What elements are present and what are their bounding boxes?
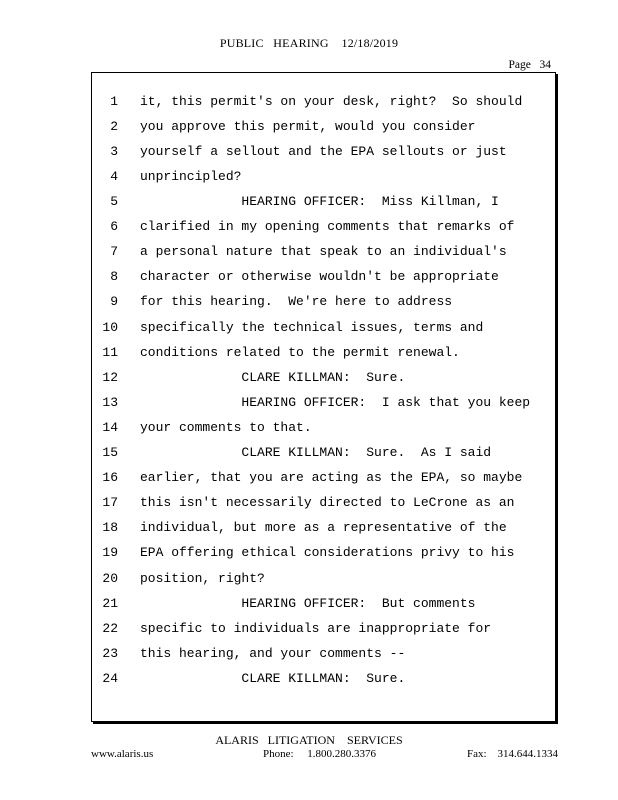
line-text: conditions related to the permit renewal.	[140, 345, 460, 360]
transcript-line	[92, 318, 557, 338]
line-text: this isn't necessarily directed to LeCrone as an	[140, 495, 515, 510]
line-text: you approve this permit, would you consider	[140, 119, 476, 134]
line-number: 22	[102, 621, 118, 636]
footer-website: www.alaris.us	[91, 748, 154, 760]
line-text: HEARING OFFICER: Miss Killman, I	[140, 194, 499, 209]
transcript-line	[92, 192, 557, 212]
transcript-line	[92, 242, 557, 262]
line-text: unprincipled?	[140, 169, 242, 184]
line-text: your comments to that.	[140, 420, 312, 435]
line-text: clarified in my opening comments that remarks of	[140, 219, 515, 234]
line-number: 8	[110, 269, 118, 284]
line-number: 12	[102, 370, 118, 385]
transcript-line	[92, 117, 557, 137]
line-number: 10	[102, 320, 118, 335]
transcript-line	[92, 468, 557, 488]
transcript-line	[92, 343, 557, 363]
line-number: 17	[102, 495, 118, 510]
line-number: 23	[102, 646, 118, 661]
transcript-line	[92, 418, 557, 438]
line-number: 1	[110, 94, 118, 109]
transcript-line	[92, 644, 557, 664]
line-text: earlier, that you are acting as the EPA, so maybe	[140, 470, 523, 485]
transcript-line	[92, 217, 557, 237]
line-text: it, this permit's on your desk, right? So should	[140, 94, 523, 109]
line-text: for this hearing. We're here to address	[140, 294, 453, 309]
transcript-line	[92, 142, 557, 162]
line-text: a personal nature that speak to an individual's	[140, 244, 507, 259]
line-text: individual, but more as a representative of the	[140, 520, 507, 535]
transcript-line	[92, 393, 557, 413]
line-number: 20	[102, 571, 118, 586]
transcript-line	[92, 669, 557, 689]
line-text: HEARING OFFICER: But comments	[140, 596, 476, 611]
line-number: 6	[110, 219, 118, 234]
line-number: 19	[102, 545, 118, 560]
transcript-line	[92, 493, 557, 513]
line-text: EPA offering ethical considerations privy to his	[140, 545, 515, 560]
transcript-line	[92, 569, 557, 589]
transcript-line	[92, 267, 557, 287]
transcript-line	[92, 619, 557, 639]
line-number: 24	[102, 671, 118, 686]
transcript-line	[92, 518, 557, 538]
line-number: 18	[102, 520, 118, 535]
line-number: 11	[102, 345, 118, 360]
line-text: character or otherwise wouldn't be appropriate	[140, 269, 499, 284]
transcript-line	[92, 594, 557, 614]
transcript-line	[92, 92, 557, 112]
transcript-box	[91, 72, 556, 722]
line-number: 4	[110, 169, 118, 184]
footer-company: ALARIS LITIGATION SERVICES	[215, 733, 403, 747]
line-text: yourself a sellout and the EPA sellouts or just	[140, 144, 507, 159]
footer-phone: Phone: 1.800.280.3376	[263, 748, 377, 760]
line-text: HEARING OFFICER: I ask that you keep	[140, 395, 531, 410]
line-text: specifically the technical issues, terms and	[140, 320, 484, 335]
line-text: CLARE KILLMAN: Sure.	[140, 671, 406, 686]
page-header-title: PUBLIC HEARING 12/18/2019	[219, 36, 399, 50]
line-number: 9	[110, 294, 118, 309]
line-number: 3	[110, 144, 118, 159]
line-number: 7	[110, 244, 118, 259]
footer-fax: Fax: 314.644.1334	[467, 748, 559, 760]
transcript-line	[92, 368, 557, 388]
line-text: specific to individuals are inappropriate for	[140, 621, 492, 636]
transcript-line	[92, 292, 557, 312]
line-number: 21	[102, 596, 118, 611]
line-number: 14	[102, 420, 118, 435]
transcript-line	[92, 543, 557, 563]
line-number: 15	[102, 445, 118, 460]
line-text: position, right?	[140, 571, 265, 586]
line-text: CLARE KILLMAN: Sure. As I said	[140, 445, 492, 460]
transcript-line	[92, 443, 557, 463]
line-text: CLARE KILLMAN: Sure.	[140, 370, 406, 385]
line-number: 16	[102, 470, 118, 485]
line-number: 5	[110, 194, 118, 209]
transcript-line	[92, 167, 557, 187]
line-number: 2	[110, 119, 118, 134]
line-text: this hearing, and your comments --	[140, 646, 406, 661]
line-number: 13	[102, 395, 118, 410]
page-number: Page 34	[508, 59, 551, 71]
